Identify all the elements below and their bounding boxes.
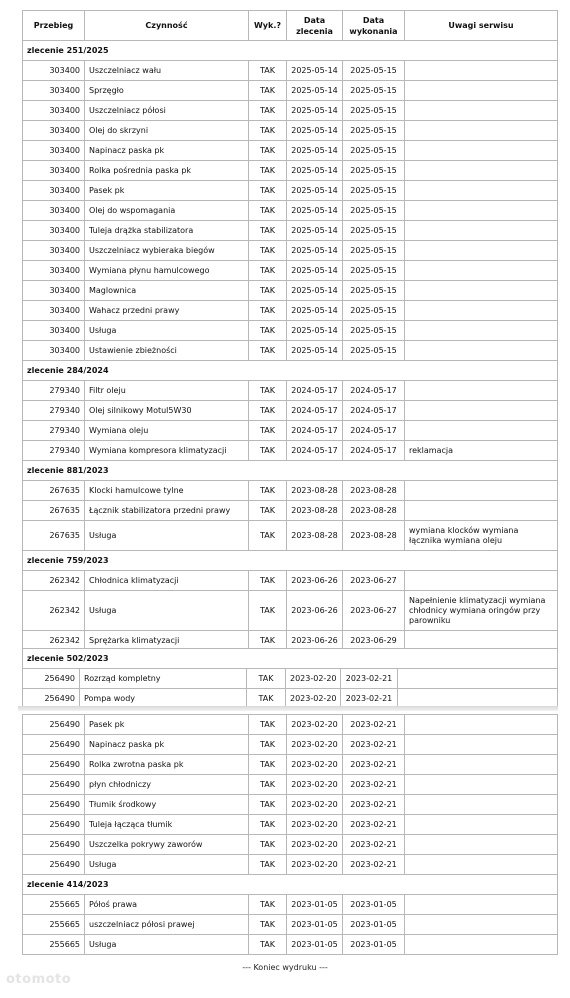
- done-cell: TAK: [249, 401, 287, 421]
- order-date-cell: 2025-05-14: [287, 301, 343, 321]
- table-row: [23, 241, 558, 261]
- done-cell: TAK: [249, 755, 287, 775]
- service-history-table-continued: [22, 648, 558, 709]
- mileage-cell: 303400: [23, 241, 85, 261]
- order-date-cell: 2025-05-14: [287, 221, 343, 241]
- activity-cell: Uszczelniacz półosi: [85, 101, 249, 121]
- done-cell: TAK: [249, 441, 287, 461]
- table-row: [23, 381, 558, 401]
- service-note-cell: [405, 141, 558, 161]
- completion-date-cell: 2023-02-21: [343, 835, 405, 855]
- activity-cell: Usługa: [85, 521, 249, 551]
- order-date-cell: 2025-05-14: [287, 121, 343, 141]
- table-row: [23, 81, 558, 101]
- mileage-cell: 303400: [23, 161, 85, 181]
- table-row: [23, 501, 558, 521]
- order-date-cell: 2023-02-20: [287, 735, 343, 755]
- done-cell: TAK: [249, 321, 287, 341]
- completion-date-cell: 2023-08-28: [343, 501, 405, 521]
- activity-cell: Pompa wody: [80, 689, 247, 709]
- activity-cell: Rolka pośrednia paska pk: [85, 161, 249, 181]
- order-date-cell: 2023-08-28: [287, 521, 343, 551]
- service-note-cell: [405, 935, 558, 955]
- done-cell: TAK: [249, 815, 287, 835]
- mileage-cell: 256490: [23, 795, 85, 815]
- done-cell: TAK: [249, 521, 287, 551]
- done-cell: TAK: [249, 121, 287, 141]
- completion-date-cell: 2023-06-27: [343, 571, 405, 591]
- order-date-cell: 2025-05-14: [287, 241, 343, 261]
- end-of-printout: --- Koniec wydruku ---: [242, 963, 328, 972]
- mileage-cell: 303400: [23, 221, 85, 241]
- order-date-cell: 2024-05-17: [287, 381, 343, 401]
- mileage-cell: 303400: [23, 181, 85, 201]
- activity-cell: Usługa: [85, 321, 249, 341]
- activity-cell: Usługa: [85, 855, 249, 875]
- activity-cell: Olej do skrzyni: [85, 121, 249, 141]
- service-note-cell: [405, 221, 558, 241]
- completion-date-cell: 2025-05-15: [343, 201, 405, 221]
- activity-cell: Rolka zwrotna paska pk: [85, 755, 249, 775]
- done-cell: TAK: [249, 855, 287, 875]
- activity-cell: uszczelniacz półosi prawej: [85, 915, 249, 935]
- completion-date-cell: 2023-01-05: [343, 935, 405, 955]
- done-cell: TAK: [249, 915, 287, 935]
- mileage-cell: 256490: [23, 815, 85, 835]
- done-cell: TAK: [247, 669, 286, 689]
- table-row: [23, 61, 558, 81]
- table-row: [23, 221, 558, 241]
- order-date-cell: 2023-08-28: [287, 501, 343, 521]
- service-note-cell: [405, 895, 558, 915]
- order-date-cell: 2025-05-14: [287, 161, 343, 181]
- table-row: [23, 895, 558, 915]
- done-cell: TAK: [249, 591, 287, 631]
- watermark-logo: otomoto: [6, 972, 72, 987]
- service-note-cell: [405, 321, 558, 341]
- activity-cell: Wymiana płynu hamulcowego: [85, 261, 249, 281]
- order-group-row: [23, 41, 558, 61]
- table-row: [23, 715, 558, 735]
- header-service-notes: Uwagi serwisu: [405, 11, 558, 41]
- order-number: zlecenie 284/2024: [23, 361, 558, 381]
- done-cell: TAK: [249, 775, 287, 795]
- order-date-cell: 2023-08-28: [287, 481, 343, 501]
- done-cell: TAK: [249, 241, 287, 261]
- mileage-cell: 303400: [23, 121, 85, 141]
- service-note-cell: [405, 735, 558, 755]
- completion-date-cell: 2025-05-15: [343, 161, 405, 181]
- service-note-cell: [405, 181, 558, 201]
- table-row: [23, 281, 558, 301]
- table-row: [23, 301, 558, 321]
- completion-date-cell: 2025-05-15: [343, 341, 405, 361]
- order-number: zlecenie 502/2023: [23, 649, 558, 669]
- table-row: [23, 121, 558, 141]
- order-number: zlecenie 251/2025: [23, 41, 558, 61]
- mileage-cell: 255665: [23, 935, 85, 955]
- activity-cell: Maglownica: [85, 281, 249, 301]
- done-cell: TAK: [249, 835, 287, 855]
- mileage-cell: 279340: [23, 441, 85, 461]
- completion-date-cell: 2023-06-29: [343, 631, 405, 651]
- table-row: [23, 201, 558, 221]
- done-cell: TAK: [249, 281, 287, 301]
- order-date-cell: 2025-05-14: [287, 81, 343, 101]
- order-group-row: [23, 875, 558, 895]
- completion-date-cell: 2025-05-15: [343, 221, 405, 241]
- service-note-cell: [405, 381, 558, 401]
- service-note-cell: [405, 855, 558, 875]
- mileage-cell: 267635: [23, 481, 85, 501]
- service-note-cell: [405, 481, 558, 501]
- table-row: [23, 735, 558, 755]
- mileage-cell: 279340: [23, 381, 85, 401]
- table-row: [23, 915, 558, 935]
- activity-cell: Pasek pk: [85, 715, 249, 735]
- order-number: zlecenie 881/2023: [23, 461, 558, 481]
- done-cell: TAK: [247, 689, 286, 709]
- completion-date-cell: 2023-08-28: [343, 521, 405, 551]
- mileage-cell: 279340: [23, 401, 85, 421]
- service-history-table: [22, 10, 558, 651]
- activity-cell: Chłodnica klimatyzacji: [85, 571, 249, 591]
- done-cell: TAK: [249, 101, 287, 121]
- service-note-cell: [405, 401, 558, 421]
- done-cell: TAK: [249, 895, 287, 915]
- service-note-cell: [405, 835, 558, 855]
- order-date-cell: 2023-02-20: [287, 815, 343, 835]
- order-date-cell: 2023-02-20: [286, 669, 341, 689]
- table-row: [23, 775, 558, 795]
- service-note-cell: [405, 795, 558, 815]
- mileage-cell: 303400: [23, 61, 85, 81]
- done-cell: TAK: [249, 501, 287, 521]
- order-group-row: [23, 551, 558, 571]
- done-cell: TAK: [249, 61, 287, 81]
- order-date-cell: 2023-02-20: [286, 689, 341, 709]
- mileage-cell: 256490: [23, 689, 80, 709]
- activity-cell: Napinacz paska pk: [85, 735, 249, 755]
- activity-cell: Sprzęgło: [85, 81, 249, 101]
- header-completion-date: Data wykonania: [343, 11, 405, 41]
- table-row: [23, 835, 558, 855]
- mileage-cell: 303400: [23, 301, 85, 321]
- table-row: [23, 321, 558, 341]
- service-note-cell: [405, 775, 558, 795]
- activity-cell: Olej do wspomagania: [85, 201, 249, 221]
- service-note-cell: wymiana klocków wymiana łącznika wymiana oleju: [405, 521, 558, 551]
- completion-date-cell: 2025-05-15: [343, 301, 405, 321]
- completion-date-cell: 2024-05-17: [343, 421, 405, 441]
- activity-cell: Wahacz przedni prawy: [85, 301, 249, 321]
- order-date-cell: 2025-05-14: [287, 341, 343, 361]
- activity-cell: Wymiana kompresora klimatyzacji: [85, 441, 249, 461]
- done-cell: TAK: [249, 571, 287, 591]
- completion-date-cell: 2025-05-15: [343, 241, 405, 261]
- done-cell: TAK: [249, 421, 287, 441]
- completion-date-cell: 2023-02-21: [343, 855, 405, 875]
- order-date-cell: 2023-01-05: [287, 935, 343, 955]
- done-cell: TAK: [249, 481, 287, 501]
- service-note-cell: [405, 915, 558, 935]
- table-row: [23, 401, 558, 421]
- service-note-cell: [405, 61, 558, 81]
- order-number: zlecenie 414/2023: [23, 875, 558, 895]
- activity-cell: Łącznik stabilizatora przedni prawy: [85, 501, 249, 521]
- completion-date-cell: 2025-05-15: [343, 321, 405, 341]
- mileage-cell: 255665: [23, 895, 85, 915]
- mileage-cell: 303400: [23, 101, 85, 121]
- order-date-cell: 2025-05-14: [287, 61, 343, 81]
- completion-date-cell: 2023-06-27: [343, 591, 405, 631]
- service-note-cell: [405, 301, 558, 321]
- mileage-cell: 303400: [23, 341, 85, 361]
- done-cell: TAK: [249, 735, 287, 755]
- service-note-cell: [405, 815, 558, 835]
- done-cell: TAK: [249, 161, 287, 181]
- activity-cell: Uszczelka pokrywy zaworów: [85, 835, 249, 855]
- table-row: [23, 441, 558, 461]
- activity-cell: Wymiana oleju: [85, 421, 249, 441]
- mileage-cell: 303400: [23, 321, 85, 341]
- completion-date-cell: 2023-01-05: [343, 915, 405, 935]
- done-cell: TAK: [249, 935, 287, 955]
- completion-date-cell: 2025-05-15: [343, 181, 405, 201]
- mileage-cell: 256490: [23, 835, 85, 855]
- order-group-row: [23, 361, 558, 381]
- activity-cell: Rozrząd kompletny: [80, 669, 247, 689]
- order-group-row: [23, 649, 558, 669]
- header-order-date: Data zlecenia: [287, 11, 343, 41]
- header-mileage: Przebieg: [23, 11, 85, 41]
- mileage-cell: 262342: [23, 571, 85, 591]
- table-row: [23, 935, 558, 955]
- table-row: [23, 795, 558, 815]
- order-group-row: [23, 461, 558, 481]
- completion-date-cell: 2025-05-15: [343, 81, 405, 101]
- table-row: [23, 855, 558, 875]
- mileage-cell: 256490: [23, 855, 85, 875]
- service-note-cell: [405, 241, 558, 261]
- service-note-cell: Napełnienie klimatyzacji wymiana chłodnicy wymiana oringów przy parowniku: [405, 591, 558, 631]
- table-row: [23, 669, 558, 689]
- table-row: [23, 591, 558, 631]
- order-date-cell: 2023-02-20: [287, 775, 343, 795]
- done-cell: TAK: [249, 181, 287, 201]
- completion-date-cell: 2025-05-15: [343, 101, 405, 121]
- done-cell: TAK: [249, 201, 287, 221]
- completion-date-cell: 2025-05-15: [343, 61, 405, 81]
- done-cell: TAK: [249, 81, 287, 101]
- order-date-cell: 2024-05-17: [287, 421, 343, 441]
- mileage-cell: 256490: [23, 669, 80, 689]
- header-done: Wyk.?: [249, 11, 287, 41]
- completion-date-cell: 2024-05-17: [343, 401, 405, 421]
- mileage-cell: 256490: [23, 775, 85, 795]
- activity-cell: Usługa: [85, 591, 249, 631]
- order-date-cell: 2025-05-14: [287, 281, 343, 301]
- completion-date-cell: 2023-02-21: [343, 795, 405, 815]
- done-cell: TAK: [249, 715, 287, 735]
- order-date-cell: 2023-06-26: [287, 631, 343, 651]
- service-note-cell: [405, 571, 558, 591]
- table-header-row: [23, 11, 558, 41]
- mileage-cell: 262342: [23, 591, 85, 631]
- order-date-cell: 2025-05-14: [287, 181, 343, 201]
- order-date-cell: 2023-02-20: [287, 755, 343, 775]
- service-note-cell: [398, 669, 558, 689]
- service-note-cell: [405, 261, 558, 281]
- order-date-cell: 2023-06-26: [287, 571, 343, 591]
- table-row: [23, 481, 558, 501]
- table-row: [23, 161, 558, 181]
- activity-cell: Uszczelniacz wału: [85, 61, 249, 81]
- service-note-cell: [405, 341, 558, 361]
- service-note-cell: [405, 201, 558, 221]
- activity-cell: Klocki hamulcowe tylne: [85, 481, 249, 501]
- done-cell: TAK: [249, 381, 287, 401]
- completion-date-cell: 2024-05-17: [343, 441, 405, 461]
- completion-date-cell: 2023-02-21: [341, 669, 398, 689]
- mileage-cell: 303400: [23, 281, 85, 301]
- done-cell: TAK: [249, 301, 287, 321]
- completion-date-cell: 2023-02-21: [343, 755, 405, 775]
- completion-date-cell: 2023-02-21: [343, 715, 405, 735]
- completion-date-cell: 2025-05-15: [343, 121, 405, 141]
- service-note-cell: [405, 81, 558, 101]
- completion-date-cell: 2024-05-17: [343, 381, 405, 401]
- service-note-cell: [405, 101, 558, 121]
- done-cell: TAK: [249, 795, 287, 815]
- table-row: [23, 421, 558, 441]
- mileage-cell: 303400: [23, 141, 85, 161]
- activity-cell: Olej silnikowy Motul5W30: [85, 401, 249, 421]
- completion-date-cell: 2023-02-21: [341, 689, 398, 709]
- activity-cell: Tuleja łącząca tłumik: [85, 815, 249, 835]
- table-row: [23, 571, 558, 591]
- mileage-cell: 256490: [23, 735, 85, 755]
- activity-cell: Tuleja drążka stabilizatora: [85, 221, 249, 241]
- completion-date-cell: 2023-02-21: [343, 815, 405, 835]
- activity-cell: Usługa: [85, 935, 249, 955]
- service-history-table-page-2: [22, 714, 558, 955]
- order-date-cell: 2025-05-14: [287, 201, 343, 221]
- service-note-cell: reklamacja: [405, 441, 558, 461]
- table-row: [23, 261, 558, 281]
- header-activity: Czynność: [85, 11, 249, 41]
- completion-date-cell: 2023-02-21: [343, 735, 405, 755]
- activity-cell: płyn chłodniczy: [85, 775, 249, 795]
- completion-date-cell: 2025-05-15: [343, 141, 405, 161]
- order-number: zlecenie 759/2023: [23, 551, 558, 571]
- order-date-cell: 2023-01-05: [287, 895, 343, 915]
- mileage-cell: 279340: [23, 421, 85, 441]
- service-note-cell: [405, 161, 558, 181]
- service-note-cell: [405, 501, 558, 521]
- order-date-cell: 2023-02-20: [287, 795, 343, 815]
- order-date-cell: 2023-02-20: [287, 835, 343, 855]
- activity-cell: Pasek pk: [85, 181, 249, 201]
- activity-cell: Napinacz paska pk: [85, 141, 249, 161]
- order-date-cell: 2024-05-17: [287, 401, 343, 421]
- service-note-cell: [405, 421, 558, 441]
- completion-date-cell: 2025-05-15: [343, 281, 405, 301]
- completion-date-cell: 2023-02-21: [343, 775, 405, 795]
- mileage-cell: 303400: [23, 81, 85, 101]
- completion-date-cell: 2023-01-05: [343, 895, 405, 915]
- page-break-shadow: [18, 706, 558, 711]
- done-cell: TAK: [249, 141, 287, 161]
- activity-cell: Filtr oleju: [85, 381, 249, 401]
- mileage-cell: 303400: [23, 201, 85, 221]
- order-date-cell: 2023-06-26: [287, 591, 343, 631]
- done-cell: TAK: [249, 221, 287, 241]
- service-note-cell: [405, 755, 558, 775]
- order-date-cell: 2025-05-14: [287, 141, 343, 161]
- order-date-cell: 2023-02-20: [287, 855, 343, 875]
- service-note-cell: [405, 715, 558, 735]
- mileage-cell: 256490: [23, 715, 85, 735]
- mileage-cell: 256490: [23, 755, 85, 775]
- completion-date-cell: 2025-05-15: [343, 261, 405, 281]
- activity-cell: Ustawienie zbieżności: [85, 341, 249, 361]
- mileage-cell: 267635: [23, 521, 85, 551]
- order-date-cell: 2025-05-14: [287, 101, 343, 121]
- order-date-cell: 2023-01-05: [287, 915, 343, 935]
- mileage-cell: 255665: [23, 915, 85, 935]
- table-row: [23, 101, 558, 121]
- activity-cell: Uszczelniacz wybieraka biegów: [85, 241, 249, 261]
- order-date-cell: 2023-02-20: [287, 715, 343, 735]
- done-cell: TAK: [249, 341, 287, 361]
- order-date-cell: 2025-05-14: [287, 321, 343, 341]
- service-note-cell: [405, 121, 558, 141]
- activity-cell: Półoś prawa: [85, 895, 249, 915]
- done-cell: TAK: [249, 261, 287, 281]
- table-row: [23, 141, 558, 161]
- order-date-cell: 2025-05-14: [287, 261, 343, 281]
- mileage-cell: 267635: [23, 501, 85, 521]
- completion-date-cell: 2023-08-28: [343, 481, 405, 501]
- service-note-cell: [405, 281, 558, 301]
- mileage-cell: 262342: [23, 631, 85, 651]
- table-row: [23, 755, 558, 775]
- activity-cell: Sprężarka klimatyzacji: [85, 631, 249, 651]
- order-date-cell: 2024-05-17: [287, 441, 343, 461]
- table-row: [23, 341, 558, 361]
- done-cell: TAK: [249, 631, 287, 651]
- table-row: [23, 181, 558, 201]
- activity-cell: Tłumik środkowy: [85, 795, 249, 815]
- mileage-cell: 303400: [23, 261, 85, 281]
- table-row: [23, 521, 558, 551]
- table-row: [23, 815, 558, 835]
